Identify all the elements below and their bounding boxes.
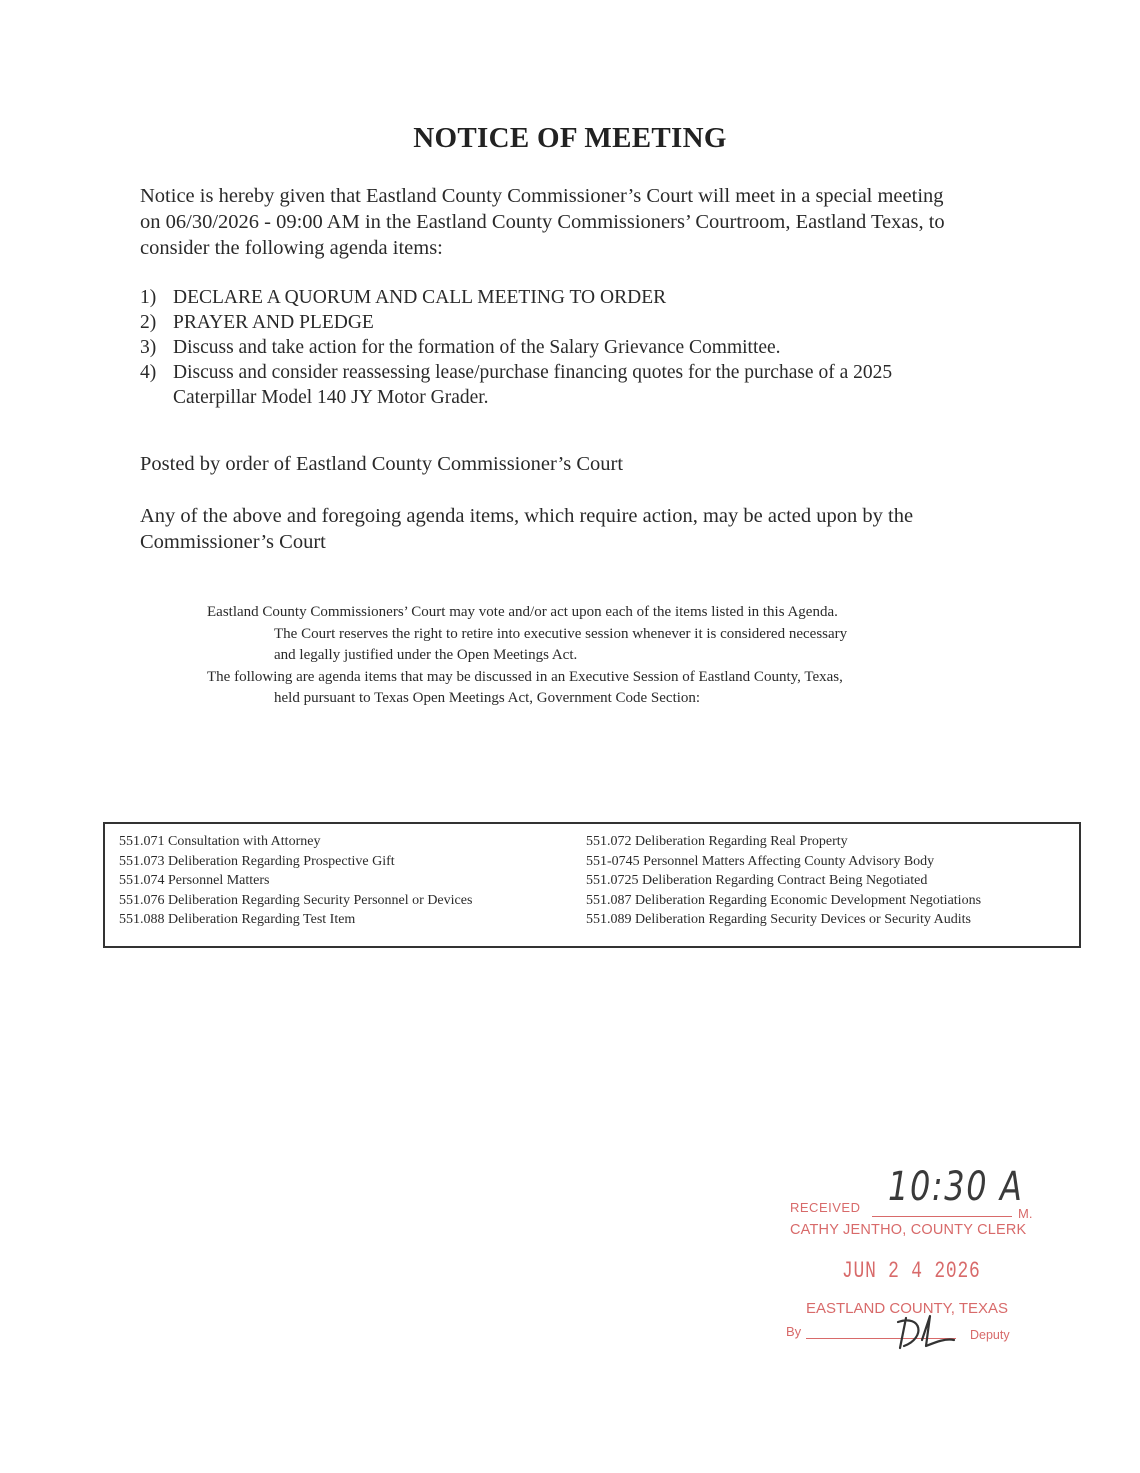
agenda-item-text: PRAYER AND PLEDGE <box>173 312 374 333</box>
agenda-item-number: 3) <box>140 337 157 358</box>
m-suffix: M. <box>1018 1206 1033 1221</box>
signature-image <box>892 1310 962 1354</box>
county-label: EASTLAND COUNTY, TEXAS <box>806 1300 1009 1317</box>
agenda-item <box>140 335 970 360</box>
posted-by-order: Posted by order of Eastland County Commissioner’s Court <box>140 453 624 475</box>
notice-line: Eastland County Commissioners’ Court may vote and/or act upon each of the items listed in this Agenda. <box>207 604 838 620</box>
notice-line: held pursuant to Texas Open Meetings Act, Government Code Section: <box>274 690 701 706</box>
received-label: RECEIVED <box>790 1200 861 1215</box>
agenda-item <box>140 310 970 335</box>
by-label: By <box>786 1324 802 1339</box>
section-item: 551.089 Deliberation Regarding Security Devices or Security Audits <box>586 912 971 927</box>
deputy-label: Deputy <box>970 1328 1010 1342</box>
meeting-intro: Notice is hereby given that Eastland County Commissioner’s Court will meet in a special meeting on 06/30/2026 - 09:00 AM in the Eastland County Commissioners’ Courtroom, Eastland Texas, to consider the following agenda items: <box>140 185 945 259</box>
agenda-list <box>140 285 970 410</box>
notice-line: The Court reserves the right to retire into executive session whenever it is considered necessary <box>274 625 848 642</box>
page-title: NOTICE OF MEETING <box>413 122 727 154</box>
action-statement: Any of the above and foregoing agenda items, which require action, may be acted upon by the Commissioner’s Court <box>140 505 914 553</box>
received-stamp <box>780 1150 1080 1370</box>
clerk-name: CATHY JENTHO, COUNTY CLERK <box>790 1222 1027 1238</box>
section-item: 551.088 Deliberation Regarding Test Item <box>119 912 356 927</box>
section-item: 551-0745 Personnel Matters Affecting County Advisory Body <box>586 853 935 869</box>
section-item: 551.0725 Deliberation Regarding Contract Being Negotiated <box>586 873 928 888</box>
agenda-item <box>140 285 970 310</box>
section-item: 551.087 Deliberation Regarding Economic Development Negotiations <box>586 892 982 908</box>
executive-sections-left <box>119 832 472 930</box>
agenda-item-number: 1) <box>140 287 157 308</box>
agenda-item-text: Discuss and take action for the formation of the Salary Grievance Committee. <box>173 337 781 358</box>
section-item: 551.076 Deliberation Regarding Security Personnel or Devices <box>119 892 473 908</box>
agenda-item-number: 2) <box>140 312 157 333</box>
notice-line: and legally justified under the Open Meetings Act. <box>274 647 578 663</box>
agenda-item <box>140 360 970 410</box>
executive-session-notice <box>207 602 1027 710</box>
agenda-item-text: Discuss and consider reassessing lease/purchase financing quotes for the purchase of a 2025 Caterpillar Model 140 JY Motor Grader. <box>173 362 893 408</box>
agenda-item-number: 4) <box>140 362 157 383</box>
executive-sections-box <box>103 822 1081 948</box>
section-item: 551.073 Deliberation Regarding Prospective Gift <box>119 853 395 869</box>
notice-line: The following are agenda items that may be discussed in an Executive Session of Eastland County, Texas, <box>207 668 843 685</box>
section-item: 551.071 Consultation with Attorney <box>119 834 321 849</box>
agenda-item-text: DECLARE A QUORUM AND CALL MEETING TO ORDER <box>173 287 667 308</box>
stamp-date: JUN 2 4 2026 <box>842 1258 981 1284</box>
executive-sections-right <box>586 832 981 930</box>
handwritten-time: 10:30 A <box>888 1164 1024 1210</box>
stamp-line <box>872 1216 1012 1217</box>
section-item: 551.074 Personnel Matters <box>119 873 270 888</box>
section-item: 551.072 Deliberation Regarding Real Property <box>586 834 848 849</box>
